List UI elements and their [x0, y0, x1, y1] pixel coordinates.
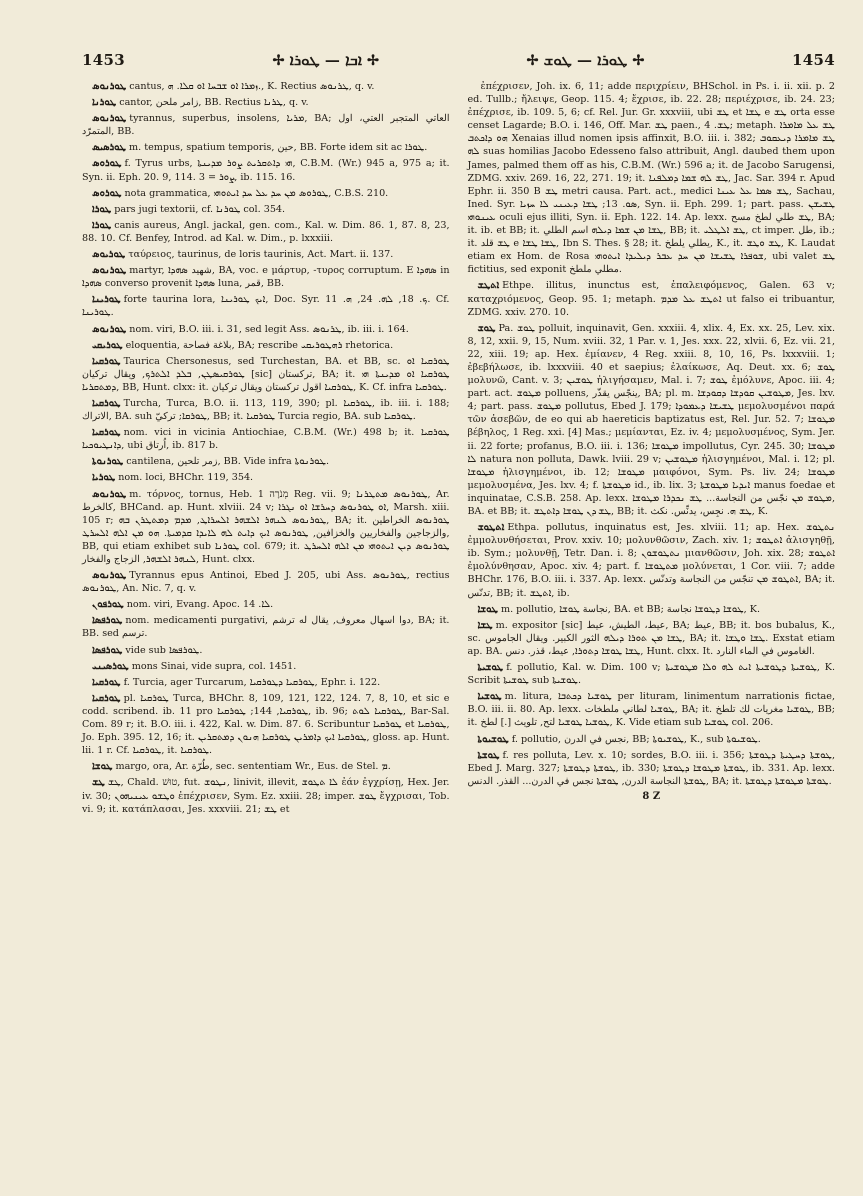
entry-headword: ܐܬܛܘܫ — [477, 522, 505, 534]
entry-headword: ܛܘܪܦܣܐ — [92, 615, 123, 627]
entry-text: nom. loci, BHChr. 119, 354. — [118, 472, 254, 484]
entry-text: f. pollutio, نجس في الدرن, BB; ܛܘܫܝܘܬܐ, K., sub ܛܘܫܝܘܬܐ. — [511, 733, 761, 745]
entry-text: tyrannus, superbus, insolens, ܡܪܝܐ, BA; العاتي المتجبر العتي، اول المتمرّد, BB. — [82, 113, 450, 138]
dictionary-entry — [82, 96, 450, 109]
entry-text: m. expositor [sic] عيط، الطيش، عيط, BA; عيط, BB; it. bos bubalus, K., sc. ܛܫܐ ܡܢ ܬܘܪܐ ܕܝܠܗ الثور الكبير. ويقال الجاموس, BA; it. ܛܫܐ ܘܛܫܐ. Exstat etiam ap. BA. ܛܫܐ ܛܘܫܐ ܕܬܘܪܐ, عيط، قذر. دنس, Hunt. clxx. It. الغاموس في الماء النارد. — [467, 619, 836, 657]
dictionary-entry — [468, 690, 836, 729]
right-column — [468, 80, 836, 819]
entry-text: f. Tyrus urbs, ܗܝ ܕܐܬܩܪܝܬ ܨܘܪ ܡܕܝܢܬܐ, C.B.M. (Wr.) 945 a, 975 a; it. Syn. ii. Eph. 20. 9, 114. 3 = ܨܘܪ, ib. 115. 16. — [82, 158, 450, 183]
entry-headword: ܛܘܪܢܘܬܐ — [92, 456, 124, 468]
page-header — [82, 48, 835, 72]
entry-headword: ܛܘܪܣܝܢܝ — [92, 660, 129, 672]
entry-text: ἐπέχρισεν, Joh. ix. 6, 11; adde περιχρίειν, BHSchol. in Ps. i. ii. xii. p. 2 ed. Tullb.; ἤλειψε, Geop. 115. 4; ἔχρισε, ib. 22. 28; περιέχρισε, ib. 24. 23; ἐπέχρισε, ib. 109. 5, 6; cf. Rel. Jur. Gr. xxxviii, ubi ܛܫ et ܛܫܐ e ܛܫ orta esse censet Lagarde; B.O. i. 146, Off. Mar. ܛܫ paen., ܛܫ. 4; metaph. ܛܫ ܥܠ ܡܐܡܪܐ ܗܘ ܕܐܟܬܒ Xenaias illud nomen ipsis affinxit, B.O. iii. i. 382; ܛܫ ܡܐܡܪܐ ܕܝܥܩܘܒ ܠܗ suas homilias Jacobo Edesseno falso attribuit, Angl. daubed them upon James, palmed them off as his, C.B.M. (Wr.) 596 a; it. de Jacobo Sarugensi, ZDMG. xxiv. 269. 16, 22, 271. 19; it. ܛܫ ܠܗ ܫܡܐ ܕܡܠܦܢܐ, Jac. Sar. 394 r. Apud Ephr. ii. 350 B ܛܫ metri causa. Part. act., medici ܛܫ ܣܡܐ ܥܠ ܥܝܢܐ, Sachau, Ined. Syr. ܣܘ. 13; ܛܫܐ ܕܥܝܢܝ ܠܐ ܚܙܝܐ, Syn. ii. Eph. 299. 1; part. pass. ܛܫܝܫܢ ܥܝܢܘܗܝ oculi ejus illiti, Syn. ii. Eph. 122. 14. Ap. lexx. ܛܫ طلي لطخ مسح, BA; it. ib. et BB; it. ܛܫܐ ܡܢ ܫܡܐ ܕܝܠܗ اسم الطلي, BB; it. ܛܫ ܐܠܛܠܝ, ct imper. طل, ib.; it. ܛܫ قلد e ܛܫܐ ܛܫܐ, Ibn S. Thes. § 28; it. يطلي يلطخ, K., it. ܛܫ ܘܛܫ, K. Laudat etiam ex Hom. de Rosa ܫܘܦܪܐ ܛܫܝܫܐ ܡܢ ܚܕ ܥܒܪ ܕܝܠܝܕܐ ܐܝܬܘܗܝ, ubi valet ܛܫ fictitius, sed exponit مطلي ملطخ. — [467, 81, 836, 276]
entry-text: m. litura, ܛܘܫܝܐ ܕܟܬܒܐ per lituram, linimentum narrationis fictae, B.O. iii. ii. 80. Ap. lexx. ܛܘܫܝܐ لطاني ملطخات, BA; it. ܛܘܫܝܐ مغريات لك تلطخ, BB; it. ܛܘܫܝܐ ܛܘܫܝܐ لتح, تلويث [.] لطخ, K. Vide etiam sub ܛܘܫܝܐ col. 206. — [467, 691, 836, 729]
entry-text: f. Turcia, ager Turcarum, ܛܘܪܩܝܐ ܕܛܘܪܩܝܐ, Ephr. i. 122. — [123, 676, 381, 688]
entry-headword: ܛܘܪܩܝܐ — [92, 676, 121, 688]
entry-text: cantus, ܙܡܪܐ ܐܘ ܫܒܚܐ ܐܘ ܩܠܐ. ܗ., K. Rectius ܛܪܢܘܣ, q. v. — [129, 81, 375, 92]
entry-text: nom. vici in vicinia Antiochiae, C.B.M. (Wr.) 498 b; it. ܛܘܪܩܝܐ ܕܐܢܛܝܘܟܝܐ, ubi اُرتاق, ib. 817 b. — [82, 427, 450, 452]
entry-text: m. τόρνος, tornus, Heb. מְנֹרָה 1 Reg. vii. 9; ܛܘܪܢܘܣ ܡܬܛܪܢܐ, Ar. كالخرط, BHCand. ap. Hunt. xlviii. 24 v; ܐܘ ܛܘܪܢܘܣ ܕܚܪܫܐ ܐܘ ܢܓܪܐ, Marsh. xiii. 105 r; ܛܘܪܢܘܣ ܠܢܗܪ ܐܠܫܗܪ ܐܠܚܪܐܛ, ܡܕܡ ܕܡܬܛܪܢ ܒܗ, BA; it. ܛܘܪܢܘܣ الخراطين والزجاجين والفخاريين والخزافين, ܛܘܪܢܘܣ ܐܝܟ ܕܐܝܬ ܠܗ ܠܐܝܕܐ ܩܕܡܝܬܐ. ܗܘ ܡܢ ܐܠܗ ܐܠܚܪܛ, BB, qui etiam exhibet sub ܛܘܪܢܐ col. 679; it. ܛܘܪܢܘܣ ܕܝܢ ܐܝܬܘܗܝ ܡܢ ܐܠܗ ܐܠܚܪܛ ܠܢܗܪ ܐܠܫܗܪ, الزجاج والفخار, Hunt. clxx. — [82, 488, 450, 565]
entry-text: nom. viri, Evang. Apoc. ܠܐ. 14. — [126, 599, 274, 611]
entry-headword: ܛܘܫܝܘܬܐ — [477, 733, 509, 745]
entry-headword: ܛܘܪܢܘܣ — [92, 323, 127, 335]
entry-text: m. tempus, spatium temporis, حين, BB. Forte idem sit ac ܛܘܪܐ. — [129, 142, 428, 154]
entry-text: pars jugi textorii, cf. ܛܘܪܢܐ col. 354. — [114, 203, 286, 215]
dictionary-entry — [82, 203, 450, 216]
dictionary-entry — [468, 603, 836, 616]
entry-text: nota grammatica, ܛܘܪܘܣ ܡܢ ܚܕ ܥܠ ܚܕ ܐܝܬܘܗܝ, C.B.S. 210. — [124, 187, 389, 199]
entry-headword: ܛܘܪܝܩܝ — [92, 339, 123, 351]
entry-headword: ܛܘܪܩܝܐ — [92, 427, 121, 439]
dictionary-entry — [468, 521, 836, 600]
dictionary-entry — [468, 733, 836, 746]
entry-headword: ܛܫܐ — [477, 619, 493, 631]
entry-headword: ܛܘܪܣܝܣ — [92, 142, 127, 154]
signature-mark: 8 Z — [642, 790, 661, 802]
dictionary-entry — [82, 676, 450, 689]
page-number-left: 1453 — [82, 51, 125, 69]
dictionary-entry — [82, 219, 450, 245]
entry-headword: ܛܘܪܩܝܐ — [92, 397, 121, 409]
entry-text: nom. viri, B.O. iii. i. 31, sed legit Ass. ܛܪܢܘܣ, ib. iii. i. 164. — [129, 323, 409, 335]
entry-headword: ܛܘܪܢܘܣ — [92, 488, 127, 500]
entry-text: Taurica Chersonesus, sed Turchestan, BA. et BB, sc. ܛܘܪܩܝܐ ܐܘ ܛܘܪܩܝܣܛܢ, ܒܠܕ ܐܠܬܪܟ, ويقال تركيان [sic] تركستان, BA; it. ܛܘܪܩܝܐ ܐܘ ܡܕܝܢܬܐ ܗܝ ܕܡܬܩܪܝܐ, BB, Hunt. clxx: it. ܛܘܪܩܝܐ اقول تركستان ويقال تركيان, K. Cf. infra ܛܘܪܩܝܐ. — [82, 355, 450, 393]
dictionary-entry — [82, 569, 450, 595]
entry-headword: ܛܘܪܦܣܐ — [92, 644, 123, 656]
dictionary-entry — [82, 80, 450, 93]
dictionary-entry — [82, 264, 450, 290]
entry-headword: ܛܘܫܐ — [92, 761, 113, 773]
dictionary-entry — [82, 248, 450, 261]
entry-text: cantor, زامر ملحن, BB. Rectius ܛܪܢܐ, q. v. — [119, 97, 309, 109]
entry-headword: ܛܘܫܐ — [477, 603, 498, 615]
entry-headword: ܛܘܪܢܐ — [92, 97, 117, 109]
dictionary-entry — [82, 355, 450, 394]
entry-headword: ܛܫ — [92, 777, 105, 789]
entry-headword: ܛܘܪܘܣ — [92, 158, 122, 170]
entry-text: forte taurina lora, ܐܝܟ ܛܘܪܝܢܐ, Doc. Syr. ܟ. 18, ܠܗ. 24, ܗ. 11. Cf. ܛܘܪܝܢܐ. — [82, 294, 450, 319]
entry-text: ܛܫ, Chald. טוּשׁ, fut. ܢܛܘܫ, linivit, illevit, ܠܐ ܬܛܘܫ ἐάν ἐγχρίσῃ, Hex. Jer. iv. 30; ܘܛܫܘ ܥܝܢܝܗܘܢ ἐπέχρισεν, Sym. Ez. xxiii. 28; imper. ܛܘܫ ἔγχρισαι, Tob. vi. 9; it. κατάπλασαι, Jes. xxxviii. 21; ܛܫ et — [82, 777, 450, 815]
entry-text: vide sub ܛܘܪܦܣܐ. — [125, 644, 203, 656]
left-column — [82, 80, 450, 819]
dictionary-entry — [82, 323, 450, 336]
dictionary-entry — [82, 339, 450, 352]
entry-text: Ethpa. pollutus, inquinatus est, Jes. xlviii. 11; ap. Hex. ܢܬܛܘܫ ἐμμολυνθήσεται, Prov. xxiv. 10; μολυνθῶσιν, Zach. xiv. 1; ܐܬܛܘܫ ἀλισγηθῇ, ib. Sym.; μολυνθῇ, Tetr. Dan. i. 8; ܢܬܛܘܫܘܢ μιανθῶσιν, Joh. xix. 28; ܐܬܛܘܫ ἐμολύνθησαν, Apoc. xiv. 4; part. f. ܡܬܛܘܫܐ μολύνεται, 1 Cor. viii. 7; adde BHChr. 176, B.O. iii. i. 337. Ap. lexx. ܐܬܛܘܫ ܡܢ تنجّس من النجاسة وتدنّس, BA; it. تدنّس, BB; it. ܐܬܛܫ, ib. — [467, 522, 836, 599]
entry-text: martyr, شهيد ܣܗܕܐ, BA, voc. e μάρτυρ, -τυρος corruptum. E ܣܗܕܐ in ܣܗܕܐ converso provenit ܣܗܕܐ luna, قمر, BB. — [82, 265, 450, 290]
entry-headword: ܛܘܪܢܘܣ — [92, 81, 127, 92]
dictionary-entry — [82, 157, 450, 183]
entry-headword: ܛܘܫܝܬܐ — [477, 662, 504, 674]
entry-text: margo, ora, Ar. طُرّة, sec. sententiam Wr., Eus. de Stel. ܡ. — [115, 761, 391, 773]
entry-text: canis aureus, Angl. jackal, gen. com., Kal. w. Dim. 86. 1, 87. 8, 23, 88. 10. Cf. Benfey, Introd. ad Kal. w. Dim., p. lxxxiii. — [82, 219, 450, 244]
entry-headword: ܛܘܪܝܘܣ — [92, 249, 126, 261]
dictionary-entry — [82, 426, 450, 452]
entry-headword: ܛܘܫ — [477, 322, 496, 334]
entry-headword: ܐܬܛܫ — [477, 280, 500, 292]
entry-text: m. pollutio, نجاسة ܛܘܫܐ, BA. et BB; ܛܘܫܐ ܕܛܘܫܐ نجاسة, K. — [500, 603, 760, 615]
entry-text: pl. ܛܘܪܩܝܐ Turca, BHChr. 8, 109, 121, 122, 124. 7, 8, 10, et sic e codd. scribend. ib. 11 pro ܛܘܪܩܝܐ, 144; ܛܘܪܩܝܐ, ib. 96; ܛܘܪܩܝܐ ܠܘܬ, Bar-Sal. Com. 89 r; it. B.O. iii. i. 422, Kal. w. Dim. 87. 6. Scribuntur ܛܘܪܩܝܐ et ܛܘܪܩܝܐ, Jo. Eph. 395. 12, 16; it. ܛܘܪܩܝܐ ܐܝܟ ܕܐܡܪܝܢ ܛܘܪܩܝܐ ܗܢܘܢ ܕܡܬܩܪܝܢ, gloss. ap. Hunt. lii. 1 r. Cf. ܛܘܪܩܝܐ, it. ܛܘܪܩܝܐ. — [82, 692, 450, 757]
dictionary-entry — [468, 749, 836, 788]
entry-text: Pa. ܛܘܫ polluit, inquinavit, Gen. xxxiii. 4, xlix. 4, Ex. xx. 25, Lev. xix. 8, 12, xxii. 9, 15, Num. xviii. 32, 1 Par. v. 1, Jes. xxx. 22, xlvii. 6, Ez. vii. 21, 22, xiii. 19; ap. Hex. ἐμίανεν, 4 Reg. xxiii. 8, 10, 16, Ps. lxxxviii. 1; ἐβεβήλωσε, ib. lxxxviii. 40 et saepius; ἐλαίκωσε, Aq. Deut. xx. 6; ܛܘܫ μολυνῶ, Cant. v. 3; ܛܘܫܝܢ ἠλιγήσαμεν, Mal. i. 7; ܛܘܫ ἐμόλυνε, Apoc. iii. 4; part. act. ܡܛܘܫ polluens, ينجّس يقذّر, BA; pl. m. ܡܛܘܫܝܢ ܩܘܕܫܐ ܕܩܘܕܫܐ, Jes. lxv. 4; part. pass. ܡܛܘܫ pollutus, Ebed J. 179; ܛܫܝܫܐ ܕܥܡܘܕܐ μεμολυσμένοι παρά τῶν ἀσεβῶν, de eo qui ab haereticis baptizatus est, Rel. Jur. 52. 7; ܡܛܘܫܐ βέβηλος, 1 Reg. xxi. [4] Mas.; μεμίανται, Ez. iv. 4; μεμολυσμένος, Sym. Jer. ii. 22 forte; profanus, B.O. iii. i. 136; ܡܛܘܫܐ impollutus, Cyr. 245. 30; ܡܛܘܫܐ ܠܐ natura non polluta, Dawk. lviii. 29 v; ܡܛܘܫܝܢ ἠλισγημένοι, Mal. i. 12; pl. ܡܛܘܫܐ ἠλισγημένοι, ib. 12; ܡܛܘܫܐ μαιφόνοι, Sym. Ps. liv. 24; ܡܛܘܫܐ μεμολυσμένα, Jes. lxv. 4; f. ܡܛܘܫܬܐ id., ib. lix. 3; ܐܝܕܝܐ ܡܛܘܫܬܐ manus foedae et inquinatae, C.S.B. 258. Ap. lexx. ܡܛܘܫ ܡܢ نجّس من النجاسة... ܛܫ ܢܟܕܪܐ ܡܛܘܫܐ, BA. et BB; it. ܛܫ ܕܢ ܛܘܫܐ ܕܐܬܛܫ, BB; it. ܛܫ ܗ. نجِس، يدنِّس. نكث, K. — [467, 322, 836, 517]
dictionary-entry — [82, 471, 450, 484]
dictionary-entry — [82, 644, 450, 657]
entry-headword: ܛܘܪܢܘܣ — [92, 113, 127, 125]
entry-text: f. pollutio, Kal. w. Dim. 100 v; ܛܘܫܝܬܐ ܕܛܘܫܝܬܐ ܐܝܬ ܠܗ ܘܠܐ ܡܛܘܫܝܬܐ, K. Scribit ܛܘܫܝܬܐ sub ܛܘܫܝܬܐ. — [467, 662, 835, 687]
entry-text: cantilena, زمر تلحين, BB. Vide infra ܛܘܪܢܘܬܐ. — [126, 456, 330, 468]
entry-text: f. res polluta, Lev. x. 10; sordes, B.O. iii. i. 356; ܛܘܫܬܐ ܕܚܛܝܬܐ ܕܛܘܫܬܐ, Ebed J. Marg. 327; ܛܘܫܬܐ ܕܛܘܫܬܐ, ib. 330; ܛܘܫܬܐ ܡܛܘܫܐ ܕܛܘܫܬܐ, ib. 331. Ap. lexx. ܛܘܫܬܐ النجاسة الدرن, ܛܘܫܬܐ نجس في الدرن... القذر. الدنس, BA; it. ܛܘܫܬܐ ܡܛܘܫܬܐ ܕܛܘܫܬܐ. — [467, 749, 835, 787]
dictionary-entry — [468, 80, 836, 276]
entry-headword: ܛܘܪܩܝܐ — [92, 692, 121, 704]
entry-text: nom. medicamenti purgativi, دوا اسهال معروف, يقال له ترشم, BA; it. BB. sed ترسم. — [82, 615, 450, 640]
entry-headword: ܛܘܪܘܣ — [92, 187, 122, 199]
two-column-body — [82, 80, 835, 819]
dictionary-entry — [82, 112, 450, 138]
entry-headword: ܛܘܫܝܐ — [477, 691, 502, 703]
dictionary-entry — [82, 660, 450, 673]
dictionary-entry — [82, 760, 450, 773]
entry-headword: ܛܘܪܢܘܣ — [92, 265, 127, 277]
entry-text: Turcha, Turca, B.O. ii. 113, 119, 390; pl. ܛܘܪܩܝܐ, ib. iii. i. 188; الاتراك, BA. suh ܛܘܪܩܐ; تركيّ, BB; it. ܛܘܪܩܝܐ Turcia regio, BA. sub ܛܘܪܩܝܐ. — [82, 397, 450, 423]
entry-text: mons Sinai, vide supra, col. 1451. — [131, 660, 297, 672]
dictionary-entry — [82, 187, 450, 200]
dictionary-entry — [468, 322, 836, 518]
dictionary-entry — [82, 397, 450, 423]
entry-text: Ethpe. illitus, inunctus est, ἐπαλειφόμενος, Galen. 63 v; καταχριόμενος, Geop. 95. 1; metaph. ܐܬܛܫ ܥܠ ܡܕܡ ut falso ei tribuantur, ZDMG. xxiv. 270. 10. — [467, 280, 835, 318]
entry-text: ταύρειος, taurinus, de loris taurinis, Act. Mart. ii. 137. — [128, 249, 394, 261]
entry-headword: ܛܘܪܐ — [92, 203, 112, 215]
dictionary-entry — [82, 776, 450, 815]
dictionary-entry — [468, 279, 836, 318]
dictionary-entry — [82, 455, 450, 468]
entry-headword: ܛܘܫܬܐ — [477, 749, 500, 761]
dictionary-entry — [82, 141, 450, 154]
dictionary-entry — [82, 598, 450, 611]
dictionary-entry — [82, 293, 450, 319]
dictionary-entry — [82, 692, 450, 757]
page-number-right: 1454 — [792, 51, 835, 69]
entry-text: eloquentia, بلاغة فصاحة, BA; rescribe ܪܗܛܘܪܝܩܝ rhetorica. — [125, 339, 394, 351]
entry-headword: ܛܘܪܦܘܢ — [92, 599, 124, 611]
entry-text: Tyrannus epus Antinoi, Ebed J. 205, ubi Ass. ܛܘܪܢܘܣ, rectius ܛܘܪܢܘܣ, An. Nic. 7, q. v. — [82, 570, 450, 595]
running-title-left: ✢ ܐܒܐ — ܛܘܪܐ ✢ — [272, 51, 379, 69]
dictionary-entry — [82, 614, 450, 640]
entry-headword: ܛܘܪܐ — [92, 219, 112, 231]
entry-headword: ܛܘܪܩܝܐ — [92, 355, 121, 367]
dictionary-entry — [468, 619, 836, 658]
entry-headword: ܛܘܪܝܢܐ — [92, 294, 121, 306]
dictionary-entry — [82, 488, 450, 567]
entry-headword: ܛܘܪܝܐ — [92, 472, 116, 484]
entry-headword: ܛܘܪܢܘܣ — [92, 570, 127, 582]
dictionary-entry — [468, 661, 836, 687]
running-title-right: ✢ ܛܘܪܐ — ܛܘܫ ✢ — [526, 51, 645, 69]
